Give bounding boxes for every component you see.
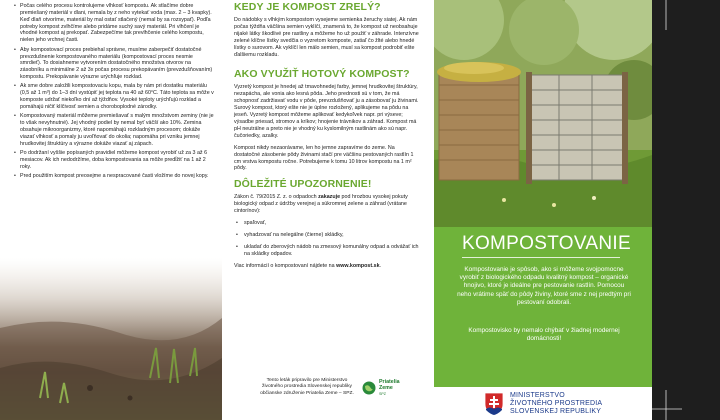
website-link[interactable]: www.kompost.sk: [336, 262, 380, 269]
tips-list: [0, 0, 222, 180]
slovak-crest-icon: [484, 392, 504, 416]
ministry-logo: [434, 387, 652, 420]
tip-item: • Pred použitím kompost preosejme a nespracované časti vložíme do novej kopy.: [20, 173, 214, 180]
column-middle: [222, 0, 434, 420]
paragraph-kedy: Do nádobky s vlhkým kompostom vysejeme semienka žeruchy siatej. Ak nám počas týždňa väčšina semien vyklíčí, znamená to, že kompost už neobsahuje nijaké látky škodlivé pre rastliny a môžeme ho už použiť v záhrade. Intenzívne zelené klíčne lístky svedčia o vyzretom komposte, zatiaľ čo žlté alebo hnedé lístky o surovom. Ak vyklíčí len málo semien, musí sa kompost podrobiť ešte ďalšiemu rozkladu.: [234, 17, 419, 58]
heading-dolezite: DÔLEŽITÉ UPOZORNENIE!: [234, 178, 372, 191]
paragraph-ako-1: Vyzretý kompost je hnedej až tmavohnedej farby, jemnej hrudkovitej štruktúry, nezapácha, ale vonia ako lesná pôda. Jeho prednosti sú v tom, že má schopnosť zadržiavať vodu v pôde, prevzdušňovať ju a zásobovať ju živinami. Surový kompost, ktorý ešte nie je úplne rozložený, aplikujeme na pôdu na jeseň. Vyzretý kompost môžeme aplikovať kedykoľvek napr. pri výseve; výsadbe priesad, stromov a kríkov; hnojenie trávnikov a záhrad. Kompost má pH neutrálne a preto nie je vhodný ku kyslomilným rastlinám ako sú napr. čučoriedky, azalky.: [234, 84, 419, 139]
heading-kedy: KEDY JE KOMPOST ZRELÝ?: [234, 1, 381, 13]
tip-item: • Ak sme dobre založili kompostovaciu kopu, mala by nám pri dostatku materiálu (0,5 až 1 m³) do 1–3 dní vystúpiť jej teplota na 40 až 60°C. Táto teplota sa môže v komposte udržať niekoľko dní až týždňov. Vysoké teploty urýchľujú rozklad a pomáhajú ničiť klíčivosť semien a choroboplodné zárodky.: [20, 83, 214, 110]
list-item: • vyhadzovať na nelegálne (čierne) skládky,: [240, 232, 422, 239]
ministry-name: MINISTERSTVO ŽIVOTNÉHO PROSTREDIA SLOVENSKEJ REPUBLIKY: [510, 391, 603, 415]
footer-credits: [258, 378, 428, 397]
cover-paragraph-2: Kompostovisko by nemalo chýbať v žiadnej modernej domácnosti!: [468, 327, 620, 343]
left-bin: [439, 70, 519, 180]
more-info-line: Viac informácií o kompostovaní nájdete na www.kompost.sk.: [234, 262, 382, 269]
title-divider: [462, 257, 620, 258]
prohibited-list: [234, 220, 422, 258]
heading-ako: AKO VYUŽIŤ HOTOVÝ KOMPOST?: [234, 68, 410, 81]
credits-text: Tento leták pripravilo pre Ministerstvo životného prostredia Slovenskej republiky občianske združenie Priatelia Zeme – SPZ.: [260, 378, 354, 396]
soil-photo: [0, 258, 222, 420]
tip-item: • Aby kompostovací proces prebiehal správne, musíme zaberpečiť dostatočné prevzdušnenie kompostovaného materiálu (kompostovací proces nesmie smrdieť). To dosiahneme vytvorením dostatočného množstva otvorov na zásobníku a minimálne 2 až 3x počas procesu prekopávaním (prevzdušňovaním) kompostu. Prekopávanie výrazne urýchľuje rozklad.: [20, 47, 214, 81]
priatelia-zeme-logo: Priatelia Zeme SPZ: [362, 380, 400, 396]
column-cover: [434, 0, 652, 420]
compost-bin-photo: [434, 0, 652, 227]
cover-paragraph-1: Kompostovanie je spôsob, ako si môžeme svojpomocne vyrobiť z biologického odpadu kvalitný kompost – organické hnojivo, ktoré je ideálne pre pestovanie rastlín. Pomocou neho vrátime späť do pôdy živiny, ktoré sme z nej predtým pri pestovaní odobrali.: [457, 266, 631, 306]
right-bin: [529, 75, 624, 180]
list-item: • spaľovať,: [240, 220, 422, 227]
cover-panel: [434, 227, 652, 387]
list-item: • ukladať do zberových nádob na zmesový komunálny odpad a odvážať ich na skládky odpadov.: [240, 244, 422, 258]
crop-marks: [652, 0, 720, 420]
tip-item: • Po dodržaní vyššie popísaných pravidiel môžeme kompost vyrobiť už za 3 až 6 mesiacov. Ak ich nedodržíme, doba kompostovania sa môže predĺžiť na 1 až 2 roky.: [20, 150, 214, 171]
column-left: [0, 0, 222, 420]
paragraph-ako-2: Kompost nikdy nezaorávame, len ho jemne zapravíme do zeme. Na dostatočné zásobenie pôdy živinami stačí pre väčšinu pestovaných rastlín 1 cm vrstva kompostu ročne. Potrebujeme k tomu 10 litrov kompostu na 1 m² pôdy.: [234, 144, 414, 172]
earth-logo-icon: [362, 381, 376, 395]
paragraph-dolezite: Zákon č. 79/2015 Z. z. o odpadoch zakazuje pod hrozbou vysokej pokuty biologický odpad z údržby verejnej a súkromnej zelene a záhrad (vrátane cintorínov):: [234, 194, 408, 215]
tip-item: • Počas celého procesu kontrolujeme vlhkosť kompostu. Ak stlačíme dobre premiešaný materiál v dlani, nemala by z neho vytekať voda (max. 2 – 3 kvapky). Keď dlaň otvoríme, materiál by mal ostať stlačený (nemal by sa rozsypať). Podľa potreby kompost zvlhčíme alebo pridáme suchý savý materiál. Pri vlhčení je vhodné kompost aj prekopať. Zabezpečíme tak prevlhčenie celého kompostu, nielen jeho vrchnej časti.: [20, 3, 214, 44]
tip-item: • Kompostovaný materiál môžeme premiešavať s malým množstvom zeminy (nie je to však nevyhnutné). Jej vhodný podiel by nemal byť väčší ako 10%. Zemina obsahuje mikroorganizmy, ktoré napomáhajú rozkladným procesom; dokáže viazať vlhkosť a pomaly ju uvoľňovať do okolia; napomáha pri vzniku jemnej hrudkovitej štruktúry a výrazne dokáže viazať aj zápach.: [20, 113, 214, 147]
cover-title: KOMPOSTOVANIE: [462, 233, 631, 254]
